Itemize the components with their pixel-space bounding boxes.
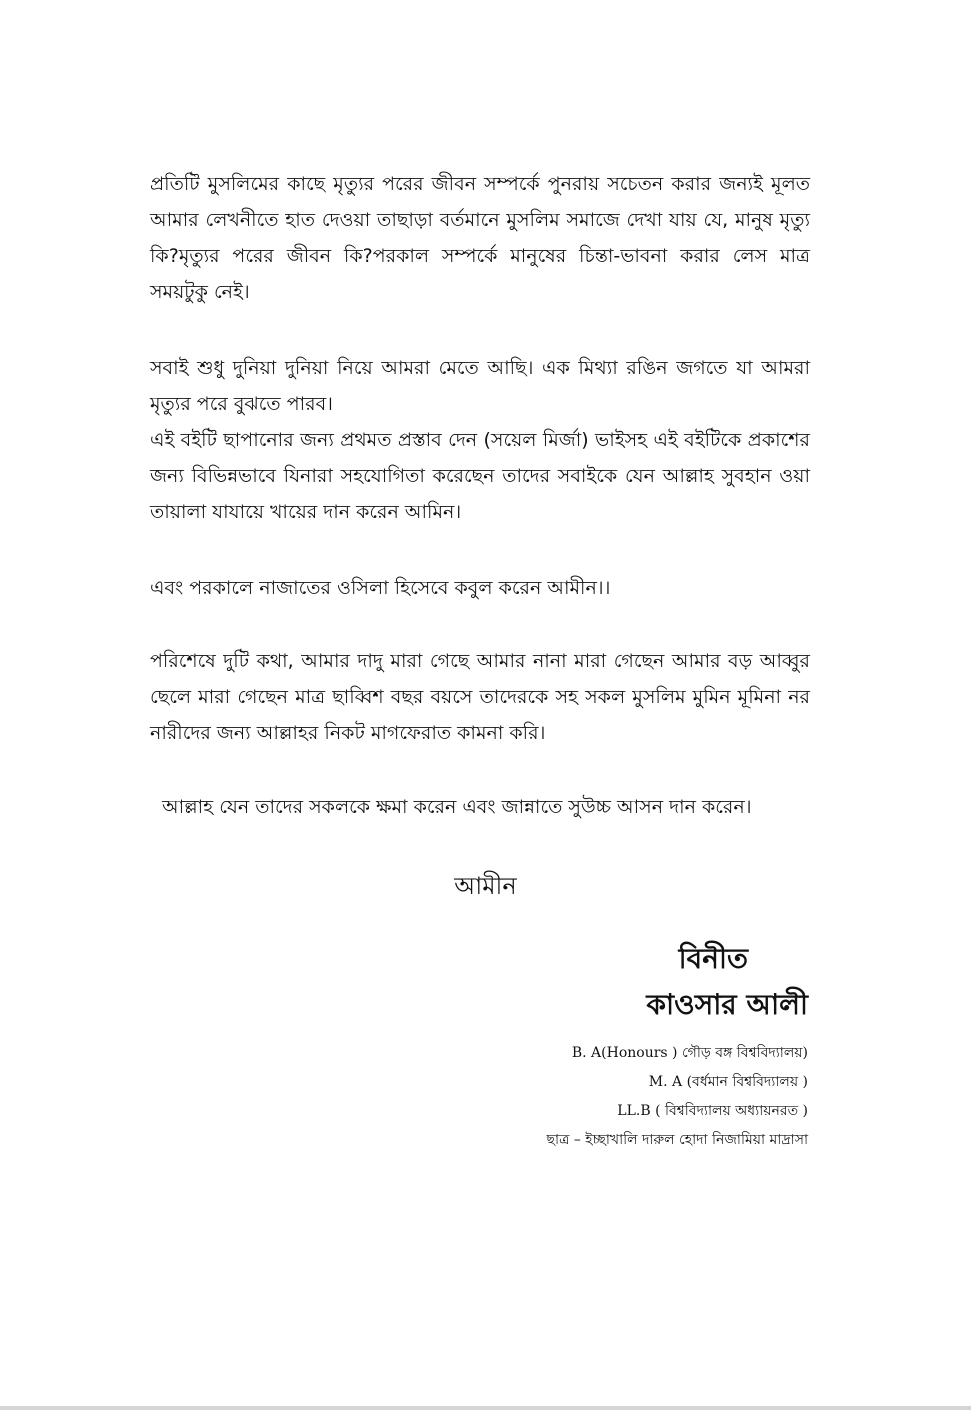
paragraph-forgiveness	[150, 789, 822, 825]
paragraph-text: আল্লাহ যেন তাদের সকলকে ক্ষমা করেন এবং জান্নাতে সুউচ্চ আসন দান করেন।	[162, 796, 752, 818]
credential-line: LL.B ( বিশ্ববিদ্যালয় অধ্যায়নরত )	[617, 1103, 808, 1119]
credential-line: B. A(Honours ) গৌড় বঙ্গ বিশ্ববিদ্যালয়)	[571, 1045, 808, 1061]
closing-amin: আমীন	[454, 872, 517, 900]
paragraph-text: পরিশেষে দুটি কথা, আমার দাদু মারা গেছে আমার নানা মারা গেছেন আমার বড় আব্বুর ছেলে মারা গেছেন মাত্র ছাব্বিশ বছর বয়সে তাদেরকে সহ সকল মুসলিম মুমিন মূমিনা নর নারীদের জন্য আল্লাহর নিকট মাগফেরাত কামনা করি।	[150, 650, 810, 744]
signature-humble: বিনীত	[678, 942, 748, 975]
credentials-list	[547, 1039, 808, 1155]
paragraph-text: এবং পরকালে নাজাতের ওসিলা হিসেবে কবুল করেন আমীন।।	[150, 577, 611, 599]
paragraph-world	[150, 350, 810, 422]
paragraph-intro	[150, 166, 810, 310]
paragraph-text: প্রতিটি মুসলিমের কাছে মৃত্যুর পরের জীবন সম্পর্কে পুনরায় সচেতন করার জন্যই মূলত আমার লেখনীতে হাত দেওয়া তাছাড়া বর্তমানে মুসলিম সমাজে দেখা যায় যে, মানুষ মৃত্যু কি?মৃত্যুর পরের জীবন কি?পরকাল সম্পর্কে মানুষের চিন্তা-ভাবনা করার লেস মাত্র সময়টুকু নেই।	[150, 173, 810, 303]
paragraph-acknowledgement	[150, 422, 810, 530]
signature-name: কাওসার আলী	[646, 988, 808, 1021]
paragraph-text: সবাই শুধু দুনিয়া দুনিয়া নিয়ে আমরা মেতে আছি। এক মিথ্যা রঙিন জগতে যা আমরা মৃত্যুর পরে বুঝতে পারব।	[150, 357, 810, 415]
paragraph-remembrance	[150, 643, 810, 751]
credential-line: ছাত্র – ইচ্ছাখালি দারুল হোদা নিজামিয়া মাদ্রাসা	[546, 1132, 808, 1148]
paragraph-prayer	[150, 570, 810, 606]
signature-block	[646, 936, 808, 1028]
credential-line: M. A (বর্ধমান বিশ্ববিদ্যালয় )	[648, 1074, 808, 1090]
page-bottom-edge	[0, 1406, 971, 1410]
paragraph-text: এই বইটি ছাপানোর জন্য প্রথমত প্রস্তাব দেন (সয়েল মির্জা) ভাইসহ এই বইটিকে প্রকাশের জন্য বিভিন্নভাবে যিনারা সহযোগিতা করেছেন তাদের সবাইকে যেন আল্লাহ সুবহান ওয়া তায়ালা যাযায়ে খায়ের দান করেন আমিন।	[150, 429, 810, 523]
